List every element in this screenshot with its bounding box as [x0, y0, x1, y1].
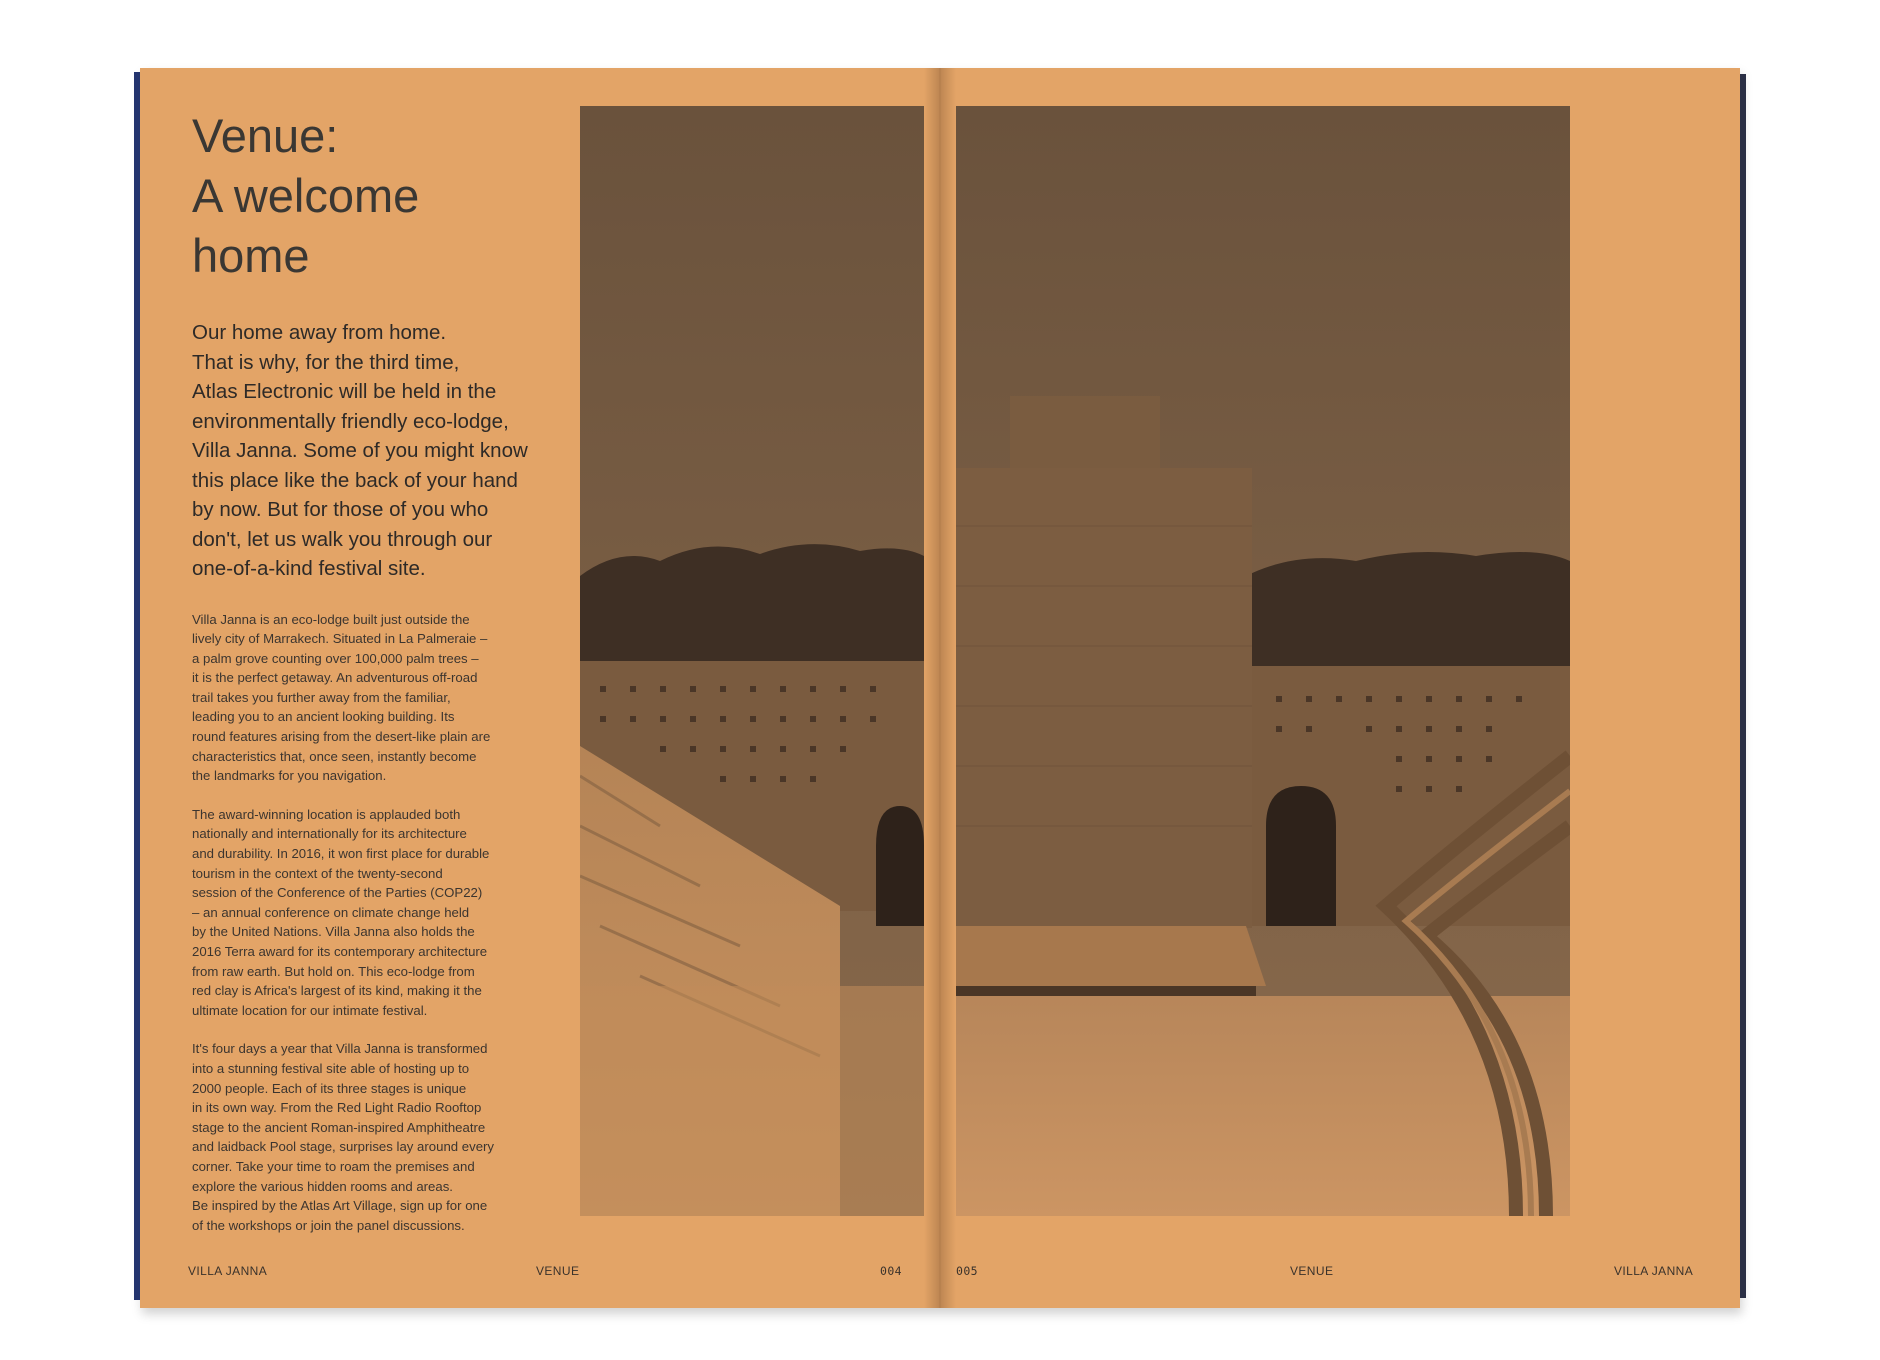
lead-line: Our home away from home. — [192, 321, 447, 344]
page-number-right: 005 — [956, 1264, 978, 1278]
body-line: 2016 Terra award for its contemporary architecture — [192, 944, 488, 959]
body-line: 2000 people. Each of its three stages is unique — [192, 1080, 467, 1096]
lead-line: this place like the back of your hand — [192, 468, 518, 492]
lead-line: one-of-a-kind festival site. — [192, 557, 426, 580]
body-line: round features arising from the desert-like plain are — [192, 729, 491, 745]
body-line: explore the various hidden rooms and areas. — [192, 1178, 453, 1194]
body-line: lively city of Marrakech. Situated in La Palmeraie – — [192, 631, 488, 647]
title-line-2: A welcome — [192, 169, 420, 222]
body-line: – an annual conference on climate change held — [192, 904, 470, 920]
body-paragraph-2 — [192, 805, 552, 1021]
lead-line: environmentally friendly eco-lodge, — [192, 409, 509, 433]
venue-photo-left-half — [580, 106, 924, 1216]
body-line: Be inspired by the Atlas Art Village, sign up for one — [192, 1198, 488, 1214]
footer-venue-left: VENUE — [536, 1264, 580, 1278]
body-line: the landmarks for you navigation. — [192, 768, 387, 784]
body-line: Villa Janna is an eco-lodge built just outside the — [192, 611, 470, 627]
lead-line: Villa Janna. Some of you might know — [192, 439, 528, 462]
body-line: ultimate location for our intimate festival. — [192, 1002, 428, 1018]
body-line: a palm grove counting over 100,000 palm trees – — [192, 650, 479, 666]
body-line: session of the Conference of the Parties (COP22) — [192, 885, 483, 901]
footer-venue-right: VENUE — [1290, 1264, 1334, 1278]
amphitheatre-photo-left — [580, 106, 924, 1216]
body-line: nationally and internationally for its architecture — [192, 826, 467, 842]
body-line: The award-winning location is applauded both — [192, 806, 461, 822]
body-line: it is the perfect getaway. An adventurous off-road — [192, 670, 478, 686]
body-paragraph-1 — [192, 610, 552, 786]
body-line: in its own way. From the Red Light Radio Rooftop — [192, 1100, 482, 1116]
footer-section-left: VILLA JANNA — [188, 1264, 268, 1278]
article-title — [192, 106, 552, 286]
amphitheatre-photo-right — [956, 106, 1570, 1216]
body-line: into a stunning festival site able of hosting up to — [192, 1060, 470, 1076]
body-line: red clay is Africa's largest of its kind, making it the — [192, 983, 482, 999]
footer-section-right: VILLA JANNA — [1614, 1264, 1694, 1278]
body-line: of the workshops or join the panel discussions. — [192, 1217, 465, 1233]
back-edge — [1740, 74, 1746, 1298]
body-line: characteristics that, once seen, instantly become — [192, 748, 477, 764]
body-line: corner. Take your time to roam the premises and — [192, 1158, 475, 1174]
body-line: It's four days a year that Villa Janna is transformed — [192, 1041, 488, 1057]
lead-line: don't, let us walk you through our — [192, 527, 493, 551]
body-line: by the United Nations. Villa Janna also holds the — [192, 924, 475, 940]
body-line: from raw earth. But hold on. This eco-lodge from — [192, 963, 475, 979]
body-line: stage to the ancient Roman-inspired Amphitheatre — [192, 1119, 486, 1135]
lead-line: by now. But for those of you who — [192, 498, 489, 521]
title-line-1: Venue: — [192, 109, 339, 162]
body-line: tourism in the context of the twenty-second — [192, 865, 443, 881]
article-column — [192, 106, 552, 1235]
lead-line: Atlas Electronic will be held in the — [192, 380, 497, 403]
body-paragraph-3 — [192, 1039, 552, 1235]
body-line: leading you to an ancient looking building. Its — [192, 709, 455, 725]
title-line-3: home — [192, 229, 310, 282]
lead-paragraph — [192, 318, 552, 584]
venue-photo-right-half — [956, 106, 1570, 1216]
body-line: trail takes you further away from the familiar, — [192, 689, 451, 705]
page-number-left: 004 — [880, 1264, 902, 1278]
body-line: and laidback Pool stage, surprises lay around every — [192, 1139, 495, 1155]
lead-line: That is why, for the third time, — [192, 350, 460, 374]
body-line: and durability. In 2016, it won first place for durable — [192, 846, 490, 862]
magazine-spread — [140, 68, 1740, 1308]
